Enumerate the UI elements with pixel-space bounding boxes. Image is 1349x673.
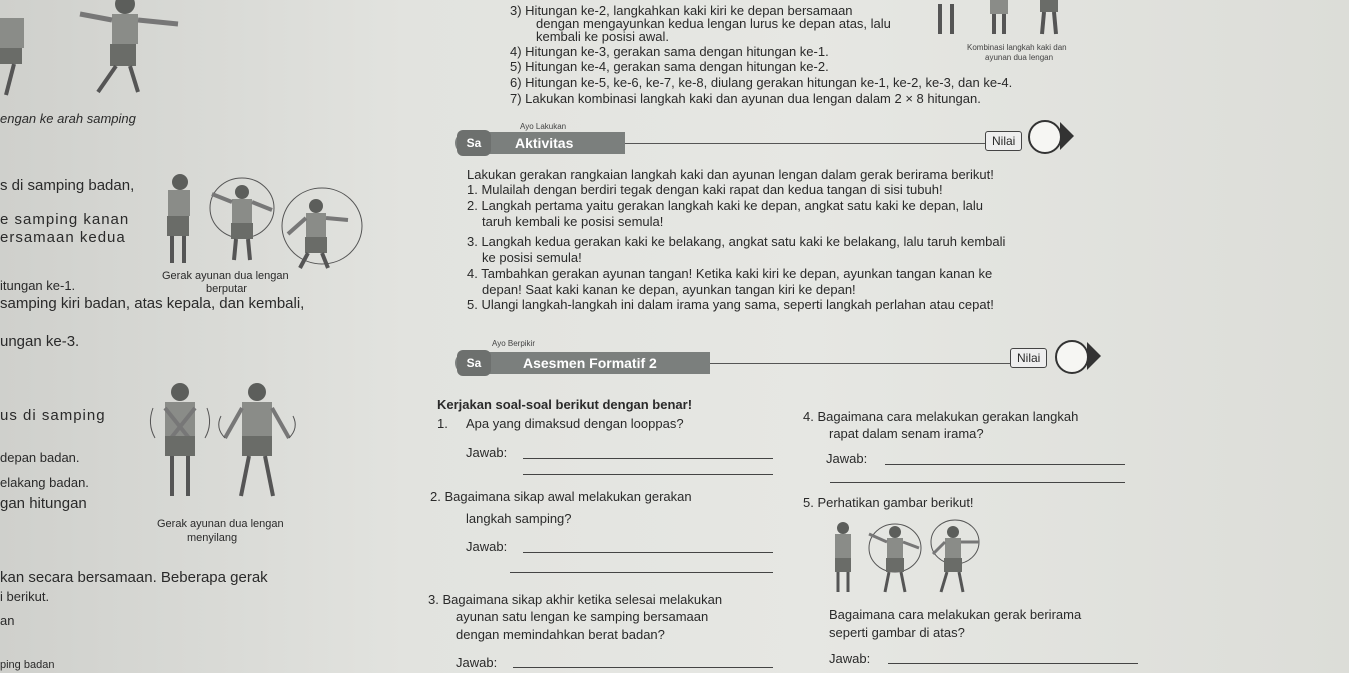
step-line: dengan mengayunkan kedua lengan lurus ke depan atas, lalu <box>536 16 891 31</box>
aktivitas-item: depan! Saat kaki kanan ke depan, ayunkan tangan kiri ke depan! <box>482 282 856 297</box>
arm-cross-swing-figure <box>145 378 305 508</box>
left-text-line: us di samping <box>0 407 106 424</box>
left-text-line: gan hitungan <box>0 495 87 512</box>
left-text-line: s di samping badan, <box>0 177 135 194</box>
left-text-line: samping kiri badan, atas kepala, dan kembali, <box>0 295 305 312</box>
exercise-figure-top-left <box>0 0 180 100</box>
question-5-prompt-b: seperti gambar di atas? <box>829 625 965 640</box>
figure-caption: Gerak ayunan dua lengan <box>157 518 284 530</box>
jawab-label: Jawab: <box>466 539 508 554</box>
answer-line-4[interactable] <box>885 464 1125 465</box>
step-line: 7) Lakukan kombinasi langkah kaki dan ayunan dua lengan dalam 2 × 8 hitungan. <box>510 91 981 106</box>
answer-line-4b[interactable] <box>830 482 1125 483</box>
nilai-label: Nilai <box>1010 348 1047 368</box>
aktivitas-item: 4. Tambahkan gerakan ayunan tangan! Ketika kaki kiri ke depan, ayunkan tangan kanan ke <box>467 266 993 281</box>
aktivitas-item: 2. Langkah pertama yaitu gerakan langkah kaki ke depan, angkat satu kaki ke depan, lalu <box>467 198 984 213</box>
asesmen-title: Asesmen Formatif 2 <box>523 355 657 371</box>
answer-line-2b[interactable] <box>510 572 773 573</box>
section-tag: Ayo Lakukan <box>520 122 567 131</box>
aktivitas-item: taruh kembali ke posisi semula! <box>482 214 664 229</box>
left-text-line: kan secara bersamaan. Beberapa gerak <box>0 569 268 586</box>
score-arrow-icon <box>1060 122 1074 150</box>
aktivitas-item: ke posisi semula! <box>482 250 582 265</box>
answer-line-5[interactable] <box>888 663 1138 664</box>
section-icon: Sa <box>457 130 491 156</box>
left-text-line: ungan ke-3. <box>0 333 80 350</box>
left-text-line: ping badan <box>0 659 55 671</box>
arm-swing-circle-figure <box>150 168 365 273</box>
step-line: 5) Hitungan ke-4, gerakan sama dengan hitungan ke-2. <box>510 59 829 74</box>
question-1: Apa yang dimaksud dengan looppas? <box>466 416 684 431</box>
top-right-figures <box>930 0 1070 40</box>
left-text-line: e samping kanan <box>0 211 130 228</box>
step-line: kembali ke posisi awal. <box>536 29 669 44</box>
aktivitas-item: 5. Ulangi langkah-langkah ini dalam irama yang sama, seperti langkah perlahan atau cepat! <box>467 297 994 312</box>
step-line: 6) Hitungan ke-5, ke-6, ke-7, ke-8, diulang gerakan hitungan ke-1, ke-2, ke-3, dan ke-4. <box>510 75 1013 90</box>
left-text-line: ersamaan kedua <box>0 229 126 246</box>
figure-caption: Gerak ayunan dua lengan <box>162 270 289 282</box>
left-text-line: elakang badan. <box>0 475 89 490</box>
question-2: 2. Bagaimana sikap awal melakukan gerakan <box>430 489 692 504</box>
figure-caption: menyilang <box>187 532 238 544</box>
aktivitas-item: 1. Mulailah dengan berdiri tegak dengan kaki rapat dan kedua tangan di sisi tubuh! <box>467 182 943 197</box>
step-line: 4) Hitungan ke-3, gerakan sama dengan hitungan ke-1. <box>510 44 829 59</box>
question-3: 3. Bagaimana sikap akhir ketika selesai melakukan <box>428 592 723 607</box>
header-divider <box>625 143 985 144</box>
figure-caption: ayunan dua lengan <box>985 53 1054 62</box>
jawab-label: Jawab: <box>829 651 871 666</box>
question-2b: langkah samping? <box>466 511 572 526</box>
section-icon: Sa <box>457 350 491 376</box>
score-circle <box>1055 340 1089 374</box>
question-4b: rapat dalam senam irama? <box>829 426 984 441</box>
left-text-line: depan badan. <box>0 450 80 465</box>
question-5: 5. Perhatikan gambar berikut! <box>803 495 974 510</box>
question-3b: ayunan satu lengan ke samping bersamaan <box>456 609 709 624</box>
step-line: 3) Hitungan ke-2, langkahkan kaki kiri ke depan bersamaan <box>510 3 853 18</box>
answer-line-1[interactable] <box>523 458 773 459</box>
jawab-label: Jawab: <box>466 445 508 460</box>
left-text-line: engan ke arah samping <box>0 111 136 126</box>
score-circle <box>1028 120 1062 154</box>
header-divider <box>710 363 1010 364</box>
question-4: 4. Bagaimana cara melakukan gerakan langkah <box>803 409 1079 424</box>
left-text-line: itungan ke-1. <box>0 278 76 293</box>
nilai-label: Nilai <box>985 131 1022 151</box>
answer-line-1b[interactable] <box>523 474 773 475</box>
aktivitas-intro: Lakukan gerakan rangkaian langkah kaki dan ayunan lengan dalam gerak berirama berikut! <box>467 167 994 182</box>
answer-line-3[interactable] <box>513 667 773 668</box>
question-5-figure <box>825 518 995 600</box>
left-text-line: i berikut. <box>0 589 50 604</box>
aktivitas-title: Aktivitas <box>515 135 574 151</box>
figure-caption: Kombinasi langkah kaki dan <box>967 43 1067 52</box>
figure-caption: berputar <box>206 283 247 295</box>
section-tag: Ayo Berpikir <box>492 339 535 348</box>
question-number: 1. <box>437 416 448 431</box>
jawab-label: Jawab: <box>826 451 868 466</box>
aktivitas-item: 3. Langkah kedua gerakan kaki ke belakang, angkat satu kaki ke belakang, lalu taruh kembali <box>467 234 1006 249</box>
question-5-prompt: Bagaimana cara melakukan gerak berirama <box>829 607 1082 622</box>
asesmen-instruction: Kerjakan soal-soal berikut dengan benar! <box>437 397 693 412</box>
score-arrow-icon <box>1087 342 1101 370</box>
jawab-label: Jawab: <box>456 655 498 670</box>
question-3c: dengan memindahkan berat badan? <box>456 627 665 642</box>
left-text-line: an <box>0 613 15 628</box>
asesmen-banner <box>455 352 710 374</box>
answer-line-2[interactable] <box>523 552 773 553</box>
